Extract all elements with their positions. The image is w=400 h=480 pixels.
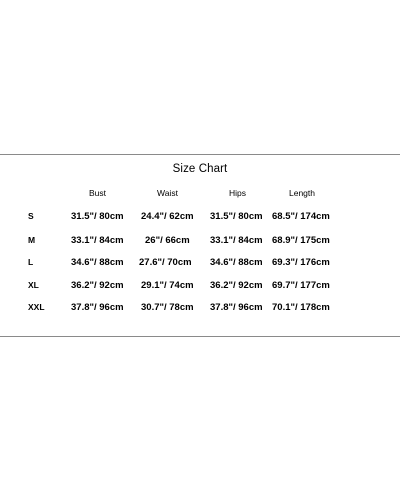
length-cell: 69.3"/ 176cm <box>272 257 330 268</box>
length-cell: 68.9"/ 175cm <box>272 235 330 246</box>
hips-cell: 33.1"/ 84cm <box>210 235 263 246</box>
bust-cell: 34.6"/ 88cm <box>71 257 124 268</box>
length-cell: 69.7"/ 177cm <box>272 280 330 291</box>
waist-cell: 29.1"/ 74cm <box>141 280 194 291</box>
waist-cell: 27.6"/ 70cm <box>139 257 192 268</box>
header-hips: Hips <box>229 188 247 198</box>
hips-cell: 34.6"/ 88cm <box>210 257 263 268</box>
size-label: S <box>28 211 34 221</box>
table-row-l <box>0 257 400 271</box>
size-label: XXL <box>28 302 45 312</box>
waist-cell: 24.4"/ 62cm <box>141 211 194 222</box>
size-label: M <box>28 235 36 245</box>
hips-cell: 37.8"/ 96cm <box>210 302 263 313</box>
hips-cell: 36.2"/ 92cm <box>210 280 263 291</box>
waist-cell: 26"/ 66cm <box>145 235 190 246</box>
bust-cell: 31.5"/ 80cm <box>71 211 124 222</box>
table-row-xxl <box>0 302 400 316</box>
chart-title: Size Chart <box>172 163 228 175</box>
bust-cell: 36.2"/ 92cm <box>71 280 124 291</box>
table-row-s <box>0 211 400 225</box>
header-bust: Bust <box>89 188 107 198</box>
length-cell: 70.1"/ 178cm <box>272 302 330 313</box>
header-length: Length <box>289 188 315 198</box>
length-cell: 68.5"/ 174cm <box>272 211 330 222</box>
table-row-xl <box>0 280 400 294</box>
bust-cell: 33.1"/ 84cm <box>71 235 124 246</box>
size-chart <box>0 154 400 337</box>
size-label: L <box>28 257 34 267</box>
hips-cell: 31.5"/ 80cm <box>210 211 263 222</box>
header-waist: Waist <box>157 188 178 198</box>
waist-cell: 30.7"/ 78cm <box>141 302 194 313</box>
bust-cell: 37.8"/ 96cm <box>71 302 124 313</box>
table-row-m <box>0 235 400 249</box>
size-label: XL <box>28 280 39 290</box>
